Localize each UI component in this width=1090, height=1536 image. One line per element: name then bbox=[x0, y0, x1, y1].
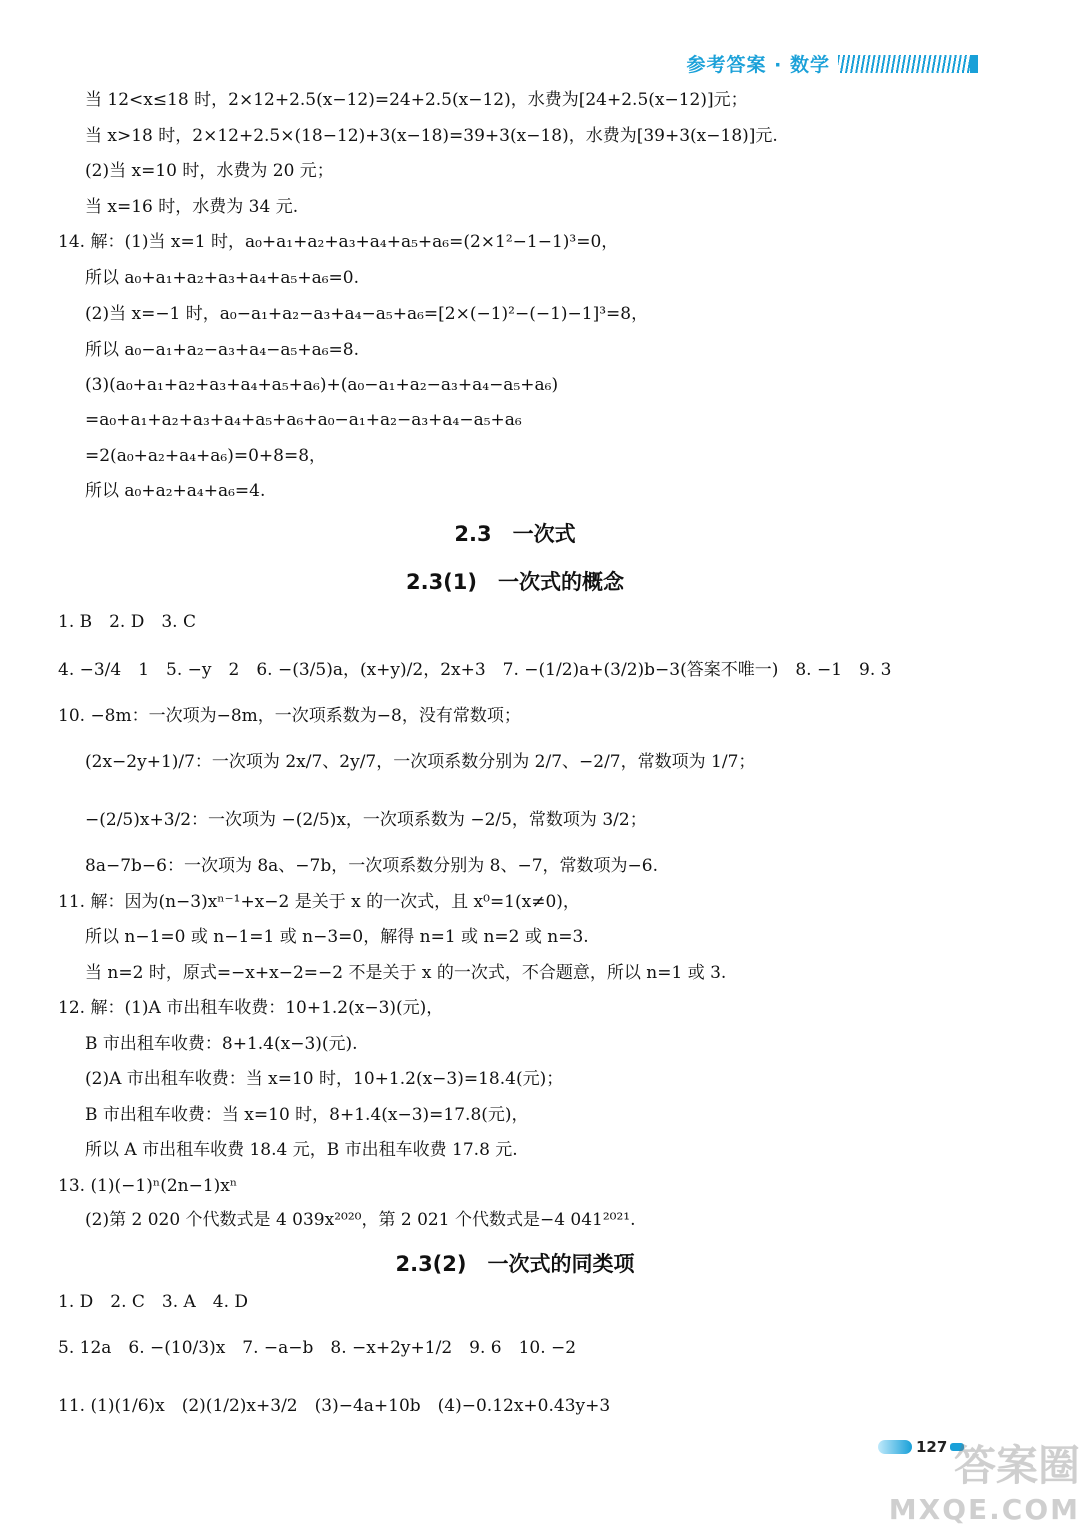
page-number: 127 bbox=[916, 1438, 948, 1456]
watermark-logo bbox=[889, 1433, 1080, 1526]
answer-line: 4. −3/4 1 5. −y 2 6. −(3/5)a，(x+y)/2，2x+3 7. −(1/2)a+(3/2)b−3(答案不唯一) 8. −1 9. 3 bbox=[58, 660, 892, 680]
text-line: 8a−7b−6：一次项为 8a、−7b，一次项系数分别为 8、−7，常数项为−6. bbox=[85, 856, 658, 876]
subsection-heading: 2.3(2) 一次式的同类项 bbox=[395, 1252, 635, 1276]
section-heading: 2.3 一次式 bbox=[454, 522, 576, 546]
text-line: B 市出租车收费：当 x=10 时，8+1.4(x−3)=17.8(元)， bbox=[85, 1105, 529, 1125]
answer-line: 5. 12a 6. −(10/3)x 7. −a−b 8. −x+2y+1/2 9. 6 10. −2 bbox=[58, 1338, 577, 1358]
text-line: (2x−2y+1)/7：一次项为 2x/7、2y/7，一次项系数分别为 2/7、−2/7，常数项为 1/7； bbox=[85, 752, 756, 772]
text-line: 所以 A 市出租车收费 18.4 元，B 市出租车收费 17.8 元. bbox=[85, 1140, 518, 1160]
text-line: 所以 n−1=0 或 n−1=1 或 n−3=0，解得 n=1 或 n=2 或 n=3. bbox=[85, 927, 589, 947]
header-block-decoration bbox=[970, 55, 978, 73]
text-line: 所以 a₀+a₂+a₄+a₆=4. bbox=[85, 481, 266, 501]
answer-line: 1. D 2. C 3. A 4. D bbox=[58, 1292, 249, 1312]
answer-line: 1. B 2. D 3. C bbox=[58, 612, 197, 632]
answer-12-line: 12. 解：(1)A 市出租车收费：10+1.2(x−3)(元)， bbox=[58, 998, 444, 1018]
watermark-bottom-text: MXQE.COM bbox=[888, 1493, 1080, 1526]
text-line: 当 x=16 时，水费为 34 元. bbox=[85, 197, 299, 217]
text-line: (2)当 x=−1 时，a₀−a₁+a₂−a₃+a₄−a₅+a₆=[2×(−1)²−(−1)−1]³=8， bbox=[85, 304, 649, 324]
watermark-top-text: 答案圈 bbox=[953, 1441, 1080, 1490]
text-line: =a₀+a₁+a₂+a₃+a₄+a₅+a₆+a₀−a₁+a₂−a₃+a₄−a₅+a₆ bbox=[85, 410, 522, 430]
text-line: 所以 a₀+a₁+a₂+a₃+a₄+a₅+a₆=0. bbox=[85, 268, 359, 288]
text-line: =2(a₀+a₂+a₄+a₆)=0+8=8， bbox=[85, 446, 327, 466]
text-line: B 市出租车收费：8+1.4(x−3)(元). bbox=[85, 1034, 358, 1054]
text-line: 当 x>18 时，2×12+2.5×(18−12)+3(x−18)=39+3(x−18)，水费为[39+3(x−18)]元. bbox=[85, 126, 778, 146]
text-line: 所以 a₀−a₁+a₂−a₃+a₄−a₅+a₆=8. bbox=[85, 340, 359, 360]
subsection-heading: 2.3(1) 一次式的概念 bbox=[405, 570, 624, 594]
text-line: −(2/5)x+3/2：一次项为 −(2/5)x，一次项系数为 −2/5，常数项为 3/2； bbox=[85, 810, 647, 830]
text-line: (2)当 x=10 时，水费为 20 元； bbox=[85, 161, 334, 181]
answer-10-line: 10. −8m：一次项为−8m，一次项系数为−8，没有常数项； bbox=[58, 706, 521, 726]
answer-11-line: 11. 解：因为(n−3)xⁿ⁻¹+x−2 是关于 x 的一次式，且 x⁰=1(x≠0)， bbox=[58, 892, 580, 912]
answer-11-line: 11. (1)(1/6)x (2)(1/2)x+3/2 (3)−4a+10b (4)−0.12x+0.43y+3 bbox=[58, 1396, 611, 1416]
text-line: (2)第 2 020 个代数式是 4 039x²⁰²⁰，第 2 021 个代数式是−4 041²⁰²¹. bbox=[85, 1210, 636, 1230]
answer-13-line: 13. (1)(−1)ⁿ(2n−1)xⁿ bbox=[58, 1176, 238, 1196]
header-stripes-decoration bbox=[838, 55, 970, 73]
answer-14-line: 14. 解：(1)当 x=1 时，a₀+a₁+a₂+a₃+a₄+a₅+a₆=(2×1²−1−1)³=0， bbox=[58, 232, 619, 252]
text-line: (3)(a₀+a₁+a₂+a₃+a₄+a₅+a₆)+(a₀−a₁+a₂−a₃+a₄−a₅+a₆) bbox=[85, 375, 559, 395]
text-line: (2)A 市出租车收费：当 x=10 时，10+1.2(x−3)=18.4(元)； bbox=[85, 1069, 564, 1089]
header-title: 参考答案 · 数学 bbox=[686, 54, 830, 76]
page-header bbox=[687, 50, 978, 77]
text-line: 当 12<x≤18 时，2×12+2.5(x−12)=24+2.5(x−12)，水费为[24+2.5(x−12)]元； bbox=[85, 90, 748, 110]
text-line: 当 n=2 时，原式=−x+x−2=−2 不是关于 x 的一次式，不合题意，所以 n=1 或 3. bbox=[85, 963, 727, 983]
